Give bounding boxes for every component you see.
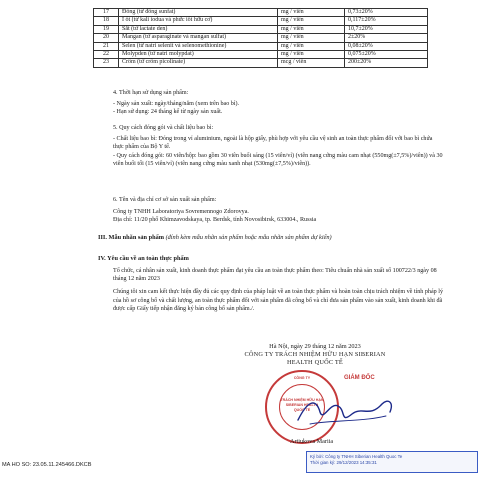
section-packaging — [113, 124, 443, 168]
section-manufacturer — [113, 196, 443, 225]
text-paragraph: Chúng tôi xin cam kết thực hiện đầy đủ các quy định của pháp luật về an toàn thực phẩm và hoàn toàn chịu trách nhiệm về tính pháp lý của hồ sơ công bố và chất lượng, an toàn thực phẩm đối với sản phẩm đã công bố và chỉ đưa sản phẩm vào sản xuất, kinh doanh khi đã được cấp Giấy tiếp nhận đăng ký bản công bố sản phẩm./. — [113, 289, 443, 312]
table-row — [94, 25, 428, 33]
section-safety-heading: IV. Yêu cầu về an toàn thực phẩm — [98, 255, 189, 262]
table-row — [94, 50, 428, 58]
row-number: 18 — [94, 17, 119, 25]
table-row — [94, 9, 428, 17]
director-title: GIÁM ĐỐC — [344, 375, 375, 381]
seal-text: SIBERIAN HEALTH — [285, 403, 319, 407]
table-row — [94, 59, 428, 67]
text-paragraph: Tổ chức, cá nhân sản xuất, kinh doanh thực phẩm đạt yêu cầu an toàn thực phẩm theo: Tiêu chuẩn nhà sản xuất số 100722/3 ngày 08 tháng 12 năm 2023 — [113, 268, 437, 283]
text-line: - Quy cách đóng gói: 60 viên/hộp: bao gồm 30 viên buổi sáng (15 viên/vỉ) (viên nang cứng màu cam nhạt (550mg(±7,5%)/viên)) và 30 viên buổi tối (15 viên/vỉ) (viên nang cứng màu xanh nhạt (530mg(±7,5%)/viên)). — [113, 152, 443, 167]
nutrient-name: Crôm (từ crôm picolinate) — [119, 59, 278, 67]
text-line: - Chất liệu bao bì: Đóng trong vỉ aluminium, ngoài là hộp giấy, phù hợp với yêu cầu vệ sinh an toàn thực phẩm đối với bao bì chứa thực phẩm của Bộ Y tế. — [113, 136, 433, 151]
nutrient-name: I ốt (từ kali iodua và phức iốt hữu cơ) — [119, 17, 278, 25]
unit-cell: mg / viên — [278, 34, 345, 42]
signature-block — [180, 343, 450, 367]
nutrient-name: Molypden (từ natri molypdat) — [119, 50, 278, 58]
value-cell: 0,117±20% — [345, 17, 428, 25]
unit-cell: mg / viên — [278, 42, 345, 50]
value-cell: 2±20% — [345, 34, 428, 42]
section-title: 6. Tên và địa chỉ cơ sở sản xuất sản phẩm: — [113, 197, 217, 203]
value-cell: 0,075±20% — [345, 50, 428, 58]
row-number: 19 — [94, 25, 119, 33]
seal-text: CÔNG TY — [293, 376, 311, 380]
handwritten-signature — [290, 390, 400, 430]
unit-cell: mcg / viên — [278, 59, 345, 67]
nutrient-table — [93, 8, 428, 68]
unit-cell: mg / viên — [278, 17, 345, 25]
sign-date: Hà Nội, ngày 29 tháng 12 năm 2023 — [269, 343, 361, 350]
esig-time: Thời gian ký: 29/12/2023 14:35:31 — [310, 460, 377, 465]
unit-cell: mg / viên — [278, 50, 345, 58]
section-note: (đính kèm mẫu nhãn sản phẩm hoặc mẫu nhãn sản phẩm dự kiến) — [165, 234, 332, 241]
row-number: 22 — [94, 50, 119, 58]
section-safety — [113, 267, 443, 313]
nutrient-name: Mangan (từ asparaginate và mangan sulfat) — [119, 34, 278, 42]
text-line: Địa chỉ: 11/20 phố Khimzavodskaya, tp. Berdsk, tỉnh Novosibirsk, 633004., Russia — [113, 217, 317, 224]
company-name-line1: CÔNG TY TRÁCH NHIỆM HỮU HẠN SIBERIAN — [244, 351, 386, 358]
section-title: 4. Thời hạn sử dụng sản phẩm: — [113, 90, 189, 96]
text-line: - Ngày sản xuất: ngày/tháng/năm (xem trên bao bì). — [113, 101, 240, 108]
nutrient-name: Đồng (từ đồng sunfat) — [119, 9, 278, 17]
section-title: 5. Quy cách đóng gói và chất liệu bao bì: — [113, 125, 214, 131]
value-cell: 0,08±20% — [345, 42, 428, 50]
text-line: Công ty TNHH Laboratoriya Sovremennogo Zdorovya. — [113, 209, 249, 216]
text-line: - Hạn sử dụng: 24 tháng kể từ ngày sản xuất. — [113, 109, 223, 116]
row-number: 17 — [94, 9, 119, 17]
row-number: 23 — [94, 59, 119, 67]
seal-text: TRÁCH NHIỆM HỮU HẠN — [280, 398, 324, 402]
company-name-line2: HEALTH QUỐC TẾ — [287, 359, 343, 366]
section-title: III. Mẫu nhãn sản phẩm — [98, 234, 164, 241]
value-cell: 0,73±20% — [345, 9, 428, 17]
section-label-heading — [98, 234, 332, 242]
table-row — [94, 42, 428, 50]
seal-text: QUỐC TẾ — [293, 408, 311, 412]
value-cell: 200±20% — [345, 59, 428, 67]
unit-cell: mg / viên — [278, 9, 345, 17]
signer-name: Artiukova Mariia — [290, 438, 334, 445]
section-shelf-life — [113, 89, 443, 117]
esig-signer: Ký bởi: Công ty TNHH Siberian Health Quoc Te — [310, 454, 403, 459]
nutrient-name: Selen (từ natri selenit và selenomethionine) — [119, 42, 278, 50]
table-row — [94, 34, 428, 42]
row-number: 20 — [94, 34, 119, 42]
value-cell: 10,7±20% — [345, 25, 428, 33]
digital-signature-box — [306, 451, 478, 473]
nutrient-name: Sắt (từ lactate den) — [119, 25, 278, 33]
table-row — [94, 17, 428, 25]
unit-cell: mg / viên — [278, 25, 345, 33]
dossier-code: MA HO SO: 23.05.11.245466.DKCB — [2, 462, 92, 468]
row-number: 21 — [94, 42, 119, 50]
